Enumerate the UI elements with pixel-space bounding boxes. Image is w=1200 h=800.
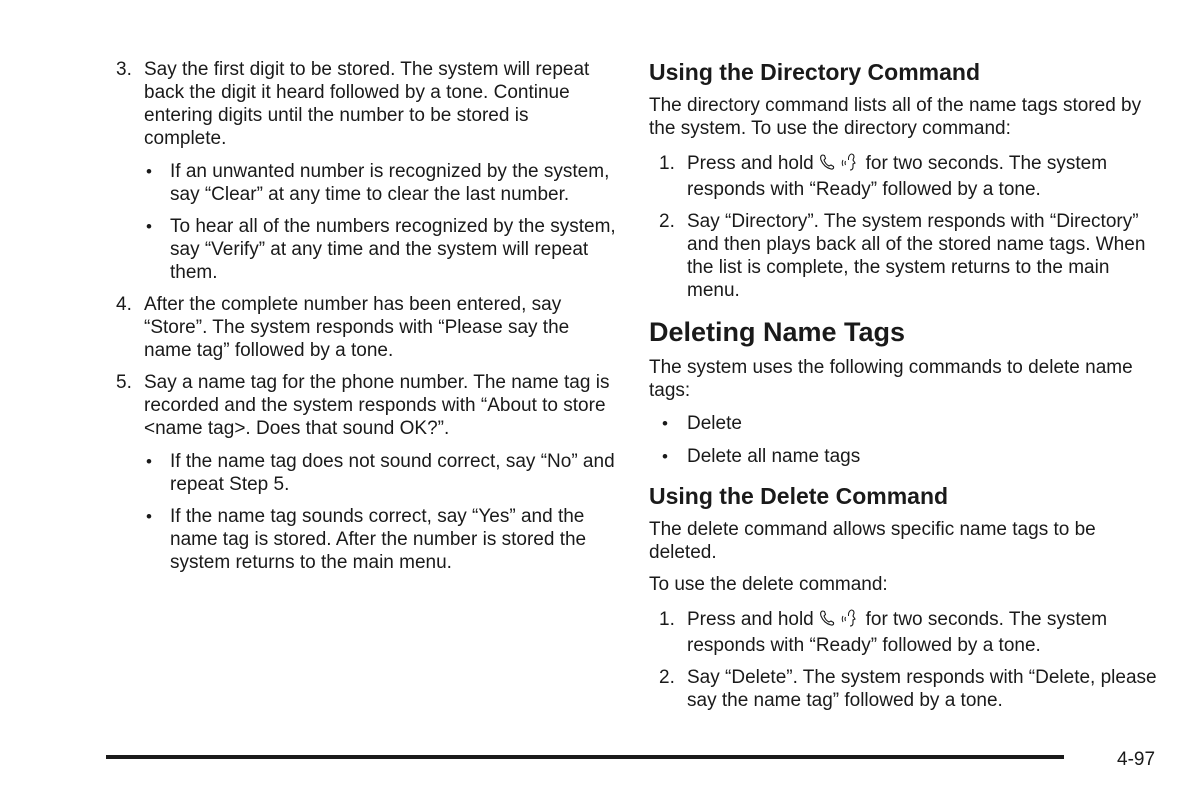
- bullet-item: [116, 505, 616, 574]
- step-text-line2: responds with “Ready” followed by a tone.: [687, 635, 1041, 656]
- delete-intro-2: To use the delete command:: [649, 574, 888, 595]
- bullet-text: If an unwanted number is recognized by the system, say “Clear” at any time to clear the last number.: [170, 161, 610, 205]
- step-text-pre: Press and hold: [687, 153, 814, 174]
- step-4: [116, 293, 616, 362]
- bullet-icon: •: [662, 447, 668, 466]
- section-heading-deleting: Deleting Name Tags: [649, 317, 906, 347]
- bullet-item: [649, 445, 1159, 468]
- voice-command-icon: [840, 152, 860, 178]
- bullet-text: Delete all name tags: [687, 446, 861, 467]
- bullet-text: If the name tag does not sound correct, say “No” and repeat Step 5.: [170, 451, 615, 495]
- bullet-icon: •: [146, 507, 152, 526]
- step-text-line2: responds with “Ready” followed by a tone.: [687, 179, 1041, 200]
- voice-command-icon: [840, 608, 860, 634]
- deleting-intro: The system uses the following commands to delete name tags:: [649, 357, 1133, 401]
- directory-intro: The directory command lists all of the name tags stored by the system. To use the directory command:: [649, 95, 1142, 139]
- step-5: [116, 371, 616, 440]
- step-number: 1.: [659, 153, 675, 174]
- step-number: 2.: [659, 667, 675, 688]
- section-heading-directory: Using the Directory Command: [649, 59, 980, 85]
- bullet-text: Delete: [687, 413, 742, 434]
- page-number: 4-97: [1117, 749, 1156, 770]
- step-number: 5.: [116, 372, 132, 393]
- bullet-text: To hear all of the numbers recognized by the system, say “Verify” at any time and the system will repeat them.: [170, 216, 616, 283]
- delete-intro: The delete command allows specific name tags to be deleted.: [649, 519, 1096, 563]
- delete-step-1: [649, 608, 1159, 657]
- bullet-icon: •: [146, 162, 152, 181]
- section-heading-delete-command: Using the Delete Command: [649, 483, 949, 509]
- bullet-item: [649, 412, 1159, 435]
- step-number: 2.: [659, 211, 675, 232]
- step-text: After the complete number has been entered, say “Store”. The system responds with “Please say the name tag” followed by a tone.: [144, 294, 570, 361]
- bullet-item: [116, 450, 616, 496]
- right-column: [649, 58, 1159, 712]
- step-text-post: for two seconds. The system: [865, 609, 1108, 630]
- bullet-icon: •: [146, 452, 152, 471]
- step-text: Say “Directory”. The system responds with “Directory” and then plays back all of the stored name tags. When the list is complete, the system returns to the main menu.: [687, 211, 1146, 301]
- step-3: [116, 58, 616, 150]
- step-number: 4.: [116, 294, 132, 315]
- left-column: [116, 58, 616, 574]
- step-text: Say “Delete”. The system responds with “Delete, please say the name tag” followed by a tone.: [687, 667, 1157, 711]
- bullet-icon: •: [146, 217, 152, 236]
- step-text: Say the first digit to be stored. The system will repeat back the digit it heard followed by a tone. Continue entering digits until the number to be stored is complete.: [144, 59, 590, 149]
- footer-rule: [106, 755, 1064, 759]
- step-text: Say a name tag for the phone number. The name tag is recorded and the system responds with “About to store <name tag>. Does that sound OK?”.: [144, 372, 610, 439]
- phone-icon: [819, 609, 835, 633]
- delete-step-2: [649, 666, 1159, 712]
- step-number: 1.: [659, 609, 675, 630]
- bullet-text: If the name tag sounds correct, say “Yes” and the name tag is stored. After the number is stored the system returns to the main menu.: [170, 506, 587, 573]
- bullet-item: [116, 215, 616, 284]
- step-text-post: for two seconds. The system: [865, 153, 1108, 174]
- step-number: 3.: [116, 59, 132, 80]
- directory-step-2: [649, 210, 1159, 302]
- directory-step-1: [649, 152, 1159, 201]
- bullet-item: [116, 160, 616, 206]
- phone-icon: [819, 153, 835, 177]
- step-text-pre: Press and hold: [687, 609, 814, 630]
- bullet-icon: •: [662, 414, 668, 433]
